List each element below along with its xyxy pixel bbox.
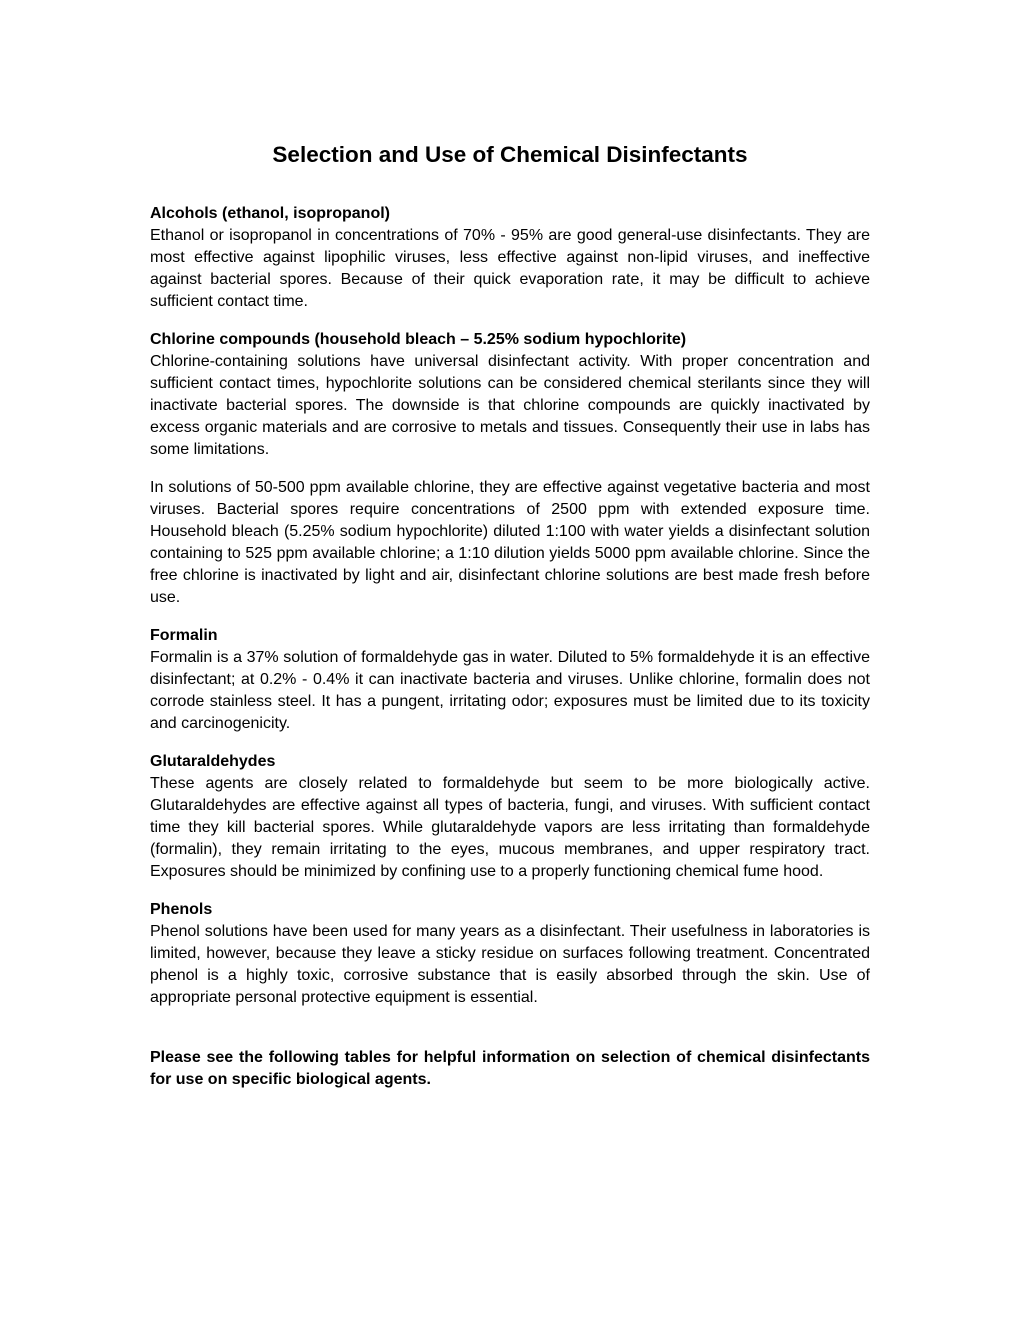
section-heading-chlorine-compounds: Chlorine compounds (household bleach – 5.25% sodium hypochlorite) [150,331,687,348]
section-glutaraldehydes [150,751,870,883]
page-title: Selection and Use of Chemical Disinfectants [272,142,748,167]
section-heading-formalin: Formalin [150,627,218,644]
note-paragraph: Please see the following tables for helpful information on selection of chemical disinfectants for use on specific biological agents. [150,1049,870,1088]
section-paragraph: In solutions of 50-500 ppm available chlorine, they are effective against vegetative bacteria and most viruses. Bacterial spores require concentrations of 2500 ppm with extended exposure time. Household bleach (5.25% sodium hypochlorite) diluted 1:100 with water yields a disinfectant solution containing to 525 ppm available chlorine; a 1:10 dilution yields 5000 ppm available chlorine. Since the free chlorine is inactivated by light and air, disinfectant chlorine solutions are best made fresh before use. [150,479,870,606]
section-paragraph: Ethanol or isopropanol in concentrations of 70% - 95% are good general-use disinfectants. They are most effective against lipophilic viruses, less effective against non-lipid viruses, and ineffective against bacterial spores. Because of their quick evaporation rate, it may be difficult to achieve sufficient contact time. [150,227,870,310]
section-paragraph: Formalin is a 37% solution of formaldehyde gas in water. Diluted to 5% formaldehyde it is an effective disinfectant; at 0.2% - 0.4% it can inactivate bacteria and viruses. Unlike chlorine, formalin does not corrode stainless steel. It has a pungent, irritating odor; exposures must be limited due to its toxicity and carcinogenicity. [150,649,870,732]
section-heading-alcohols: Alcohols (ethanol, isopropanol) [150,205,390,222]
section-heading-phenols: Phenols [150,901,213,918]
section-chlorine-compounds [150,329,870,609]
section-alcohols [150,203,870,313]
section-paragraph: These agents are closely related to formaldehyde but seem to be more biologically active. Glutaraldehydes are effective against all types of bacteria, fungi, and viruses. With sufficient contact time they kill bacterial spores. While glutaraldehyde vapors are less irritating than formaldehyde (formalin), they remain irritating to the eyes, mucous membranes, and upper respiratory tract. Exposures should be minimized by confining use to a properly functioning chemical fume hood. [150,775,870,880]
section-paragraph: Phenol solutions have been used for many years as a disinfectant. Their usefulness in laboratories is limited, however, because they leave a sticky residue on surfaces following treatment. Concentrated phenol is a highly toxic, corrosive substance that is easily absorbed through the skin. Use of appropriate personal protective equipment is essential. [150,923,870,1006]
section-formalin [150,625,870,735]
section-heading-glutaraldehydes: Glutaraldehydes [150,753,276,770]
section-phenols [150,899,870,1009]
section-paragraph: Chlorine-containing solutions have universal disinfectant activity. With proper concentration and sufficient contact times, hypochlorite solutions can be considered chemical sterilants since they will inactivate bacterial spores. The downside is that chlorine compounds are quickly inactivated by excess organic materials and are corrosive to metals and tissues. Consequently their use in labs has some limitations. [150,353,870,458]
